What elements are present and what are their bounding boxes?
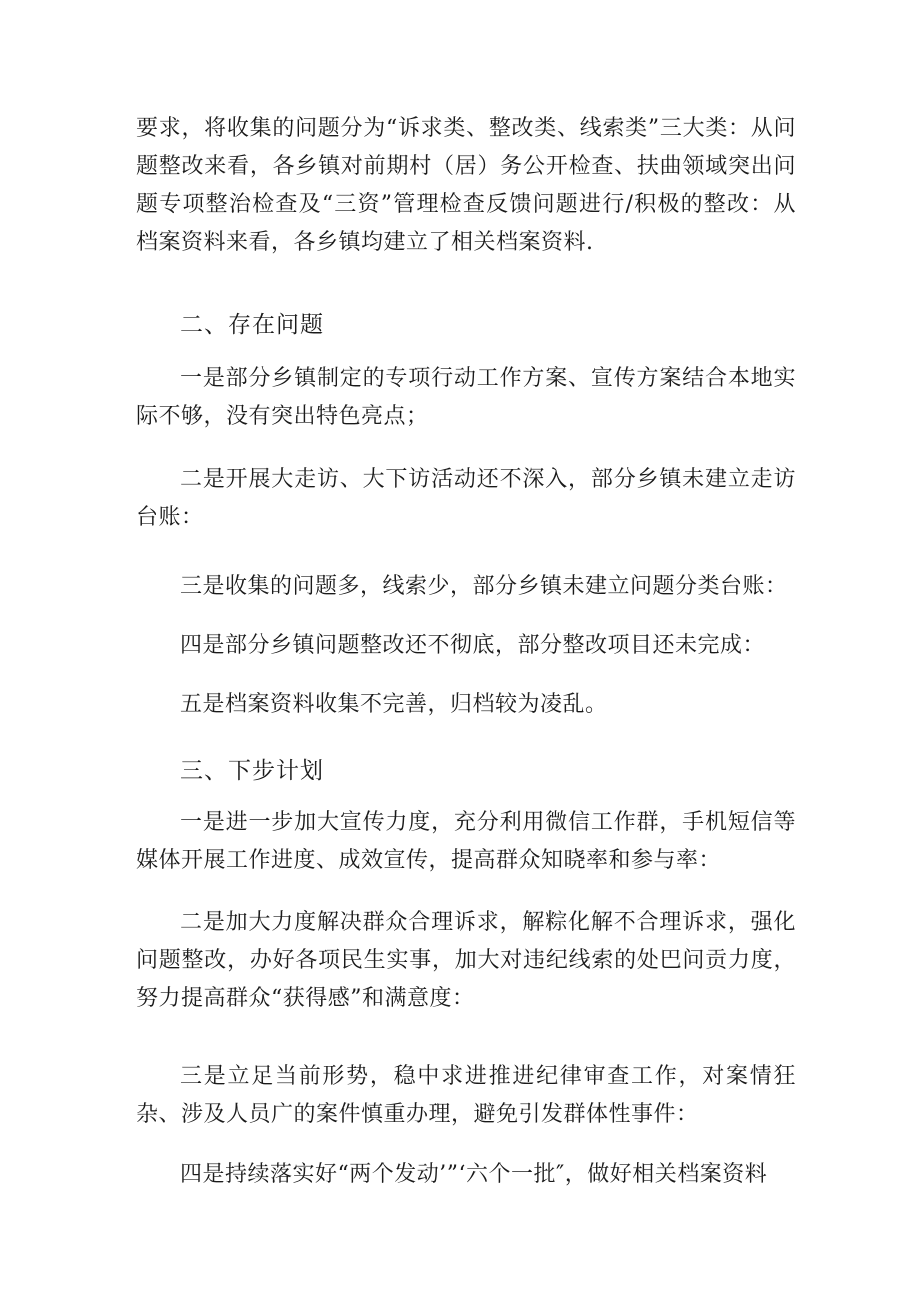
plan-item-2: 二是加大力度解决群众合理诉求，解粽化解不合理诉求，强化问题整改，办好各项民生实事，加大对违纪线索的处巴问贡力度，努力提高群众“获得感”和满意度： <box>136 910 796 1011</box>
problem-item-3: 三是收集的问题多，线索少，部分乡镇未建立问题分类台账： <box>180 574 788 599</box>
plan-item-1: 一是进一步加大宣传力度，充分利用微信工作群，手机短信等媒体开展工作进度、成效宣传，提高群众知晓率和参与率： <box>136 810 796 873</box>
problem-item-2: 二是开展大走访、大下访活动还不深入，部分乡镇未建立走访台账： <box>136 467 796 530</box>
problem-item-4: 四是部分乡镇问题整改还不彻底，部分整改项目还未完成： <box>180 633 766 658</box>
section-heading-next-steps: 三、下步计划 <box>180 758 324 784</box>
plan-item-4: 四是持续落实好“两个发动’”‘六个一批″，做好相关档案资料 <box>180 1162 768 1187</box>
intro-paragraph: 要求，将收集的问题分为“诉求类、整改类、线索类”三大类：从问题整改来看，各乡镇对前期村（居）务公开检查、扶曲领域突出问题专项整治检查及“三资”管理检查反馈问题进行/积极的整改：从档案资料来看，各乡镇均建立了相关档案资料. <box>136 116 796 255</box>
problem-item-5: 五是档案资料收集不完善，归档较为凌乱。 <box>180 692 608 717</box>
plan-item-3: 三是立足当前形势，稳中求进推进纪律审查工作，对案情狂杂、涉及人员广的案件慎重办理，避免引发群体性事件： <box>136 1064 796 1127</box>
problem-item-1: 一是部分乡镇制定的专项行动工作方案、宣传方案结合本地实际不够，没有突出特色亮点； <box>136 366 796 429</box>
section-heading-problems: 二、存在问题 <box>180 312 324 338</box>
